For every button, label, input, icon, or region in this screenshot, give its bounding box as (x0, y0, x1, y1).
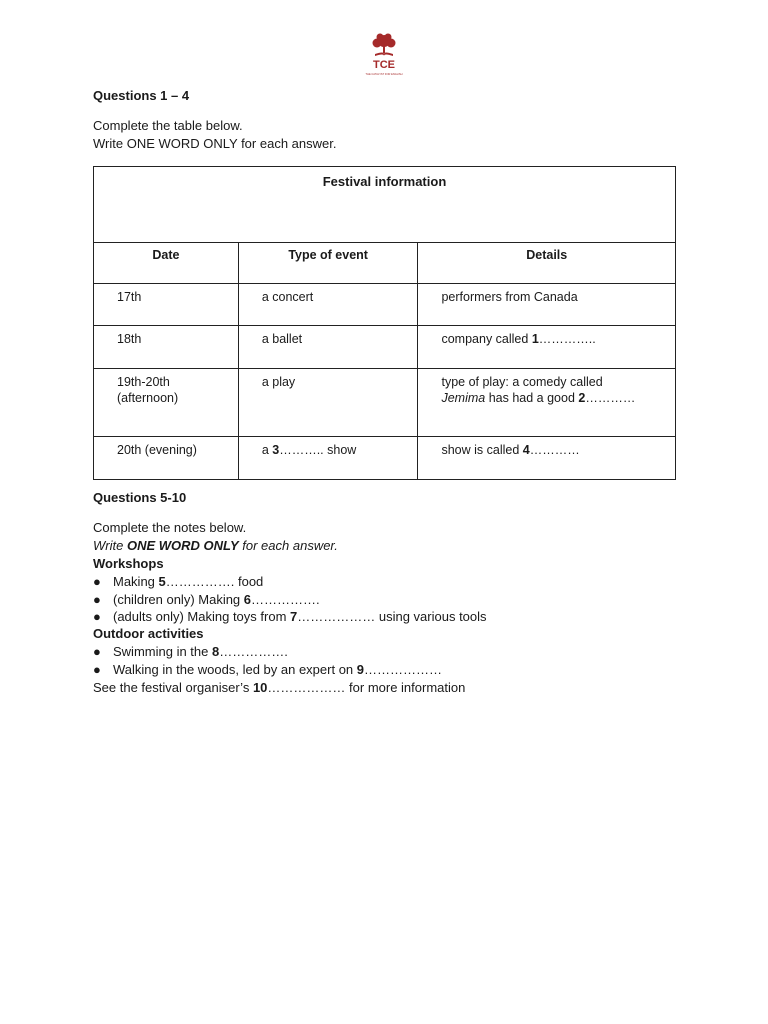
section2-instruction1: Complete the notes below. (93, 520, 247, 535)
cell-date: 18th (94, 326, 239, 369)
answer-blank: ……………. food (165, 574, 264, 589)
bullet-icon: ● (93, 662, 101, 677)
logo-tagline: THE CATALYST FOR ENGLISH (365, 73, 403, 76)
item-text: Swimming in the (113, 644, 212, 659)
date-line1: 19th-20th (117, 375, 170, 389)
cell-details (418, 369, 676, 437)
question-number: 4 (522, 443, 530, 457)
bullet-icon: ● (93, 574, 101, 589)
cell-event: a concert (238, 284, 418, 326)
table-title: Festival information (94, 167, 676, 243)
date-line2: (afternoon) (117, 391, 179, 405)
event-text: a (261, 443, 273, 457)
answer-blank: ……………… using various tools (297, 609, 487, 624)
table-row (94, 437, 676, 480)
list-item (93, 574, 263, 589)
instruction-emphasis: ONE WORD ONLY (126, 538, 239, 553)
instruction-text: for each answer. (238, 538, 338, 553)
logo-text: TCE (373, 59, 395, 71)
question-number: 1 (531, 332, 539, 346)
section1-instruction2: Write ONE WORD ONLY for each answer. (93, 136, 337, 151)
instruction-text: Write (93, 538, 127, 553)
list-item (93, 609, 487, 624)
section1-heading: Questions 1 – 4 (93, 88, 190, 103)
tree-book-icon (361, 32, 407, 78)
details-text: has had a good (485, 391, 579, 405)
item-text: (adults only) Making toys from (113, 609, 291, 624)
answer-blank: ………….. (538, 332, 596, 346)
question-number: 5 (158, 574, 166, 589)
cell-details (418, 326, 676, 369)
section1-instruction1: Complete the table below. (93, 118, 243, 133)
header-date: Date (94, 243, 239, 284)
answer-blank: ………… (585, 391, 636, 405)
cell-event (238, 437, 418, 480)
answer-blank: ……………. (251, 592, 320, 607)
item-text: (children only) Making (113, 592, 244, 607)
list-item (93, 592, 320, 607)
cell-event: a ballet (238, 326, 418, 369)
table-row (94, 284, 676, 326)
cell-event: a play (238, 369, 418, 437)
item-text: Making (113, 574, 159, 589)
question-number: 3 (272, 443, 280, 457)
section2-heading: Questions 5-10 (93, 490, 187, 505)
list-item (93, 644, 288, 659)
footer-text: See the festival organiser’s (93, 680, 253, 695)
question-number: 10 (252, 680, 268, 695)
outdoor-heading: Outdoor activities (93, 626, 204, 641)
question-number: 8 (211, 644, 220, 659)
cell-details (418, 437, 676, 480)
section2-instruction2 (93, 538, 338, 553)
festival-table (93, 166, 676, 480)
cell-details: performers from Canada (418, 284, 676, 326)
question-number: 7 (290, 609, 298, 624)
answer-blank: ……………… for more information (267, 680, 466, 695)
workshops-heading: Workshops (93, 556, 164, 571)
cell-date: 17th (94, 284, 239, 326)
item-text: Walking in the woods, led by an expert on (113, 662, 357, 677)
question-number: 6 (243, 592, 252, 607)
answer-blank: ……………… (364, 662, 443, 677)
answer-blank: ……….. show (279, 443, 357, 457)
answer-blank: ……………. (219, 644, 288, 659)
tce-logo (361, 32, 407, 78)
table-row (94, 369, 676, 437)
list-item (93, 662, 442, 677)
table-row (94, 326, 676, 369)
answer-blank: ………… (529, 443, 580, 457)
bullet-icon: ● (93, 644, 101, 659)
question-number: 9 (356, 662, 365, 677)
header-type: Type of event (238, 243, 418, 284)
details-text: company called (441, 332, 532, 346)
header-details: Details (418, 243, 676, 284)
bullet-icon: ● (93, 609, 101, 624)
bullet-icon: ● (93, 592, 101, 607)
cell-date (94, 369, 239, 437)
footer-note (93, 680, 465, 695)
cell-date: 20th (evening) (94, 437, 239, 480)
play-title: Jemima (441, 391, 486, 405)
details-line1: type of play: a comedy called (441, 375, 603, 389)
question-number: 2 (578, 391, 586, 405)
details-text: show is called (441, 443, 523, 457)
